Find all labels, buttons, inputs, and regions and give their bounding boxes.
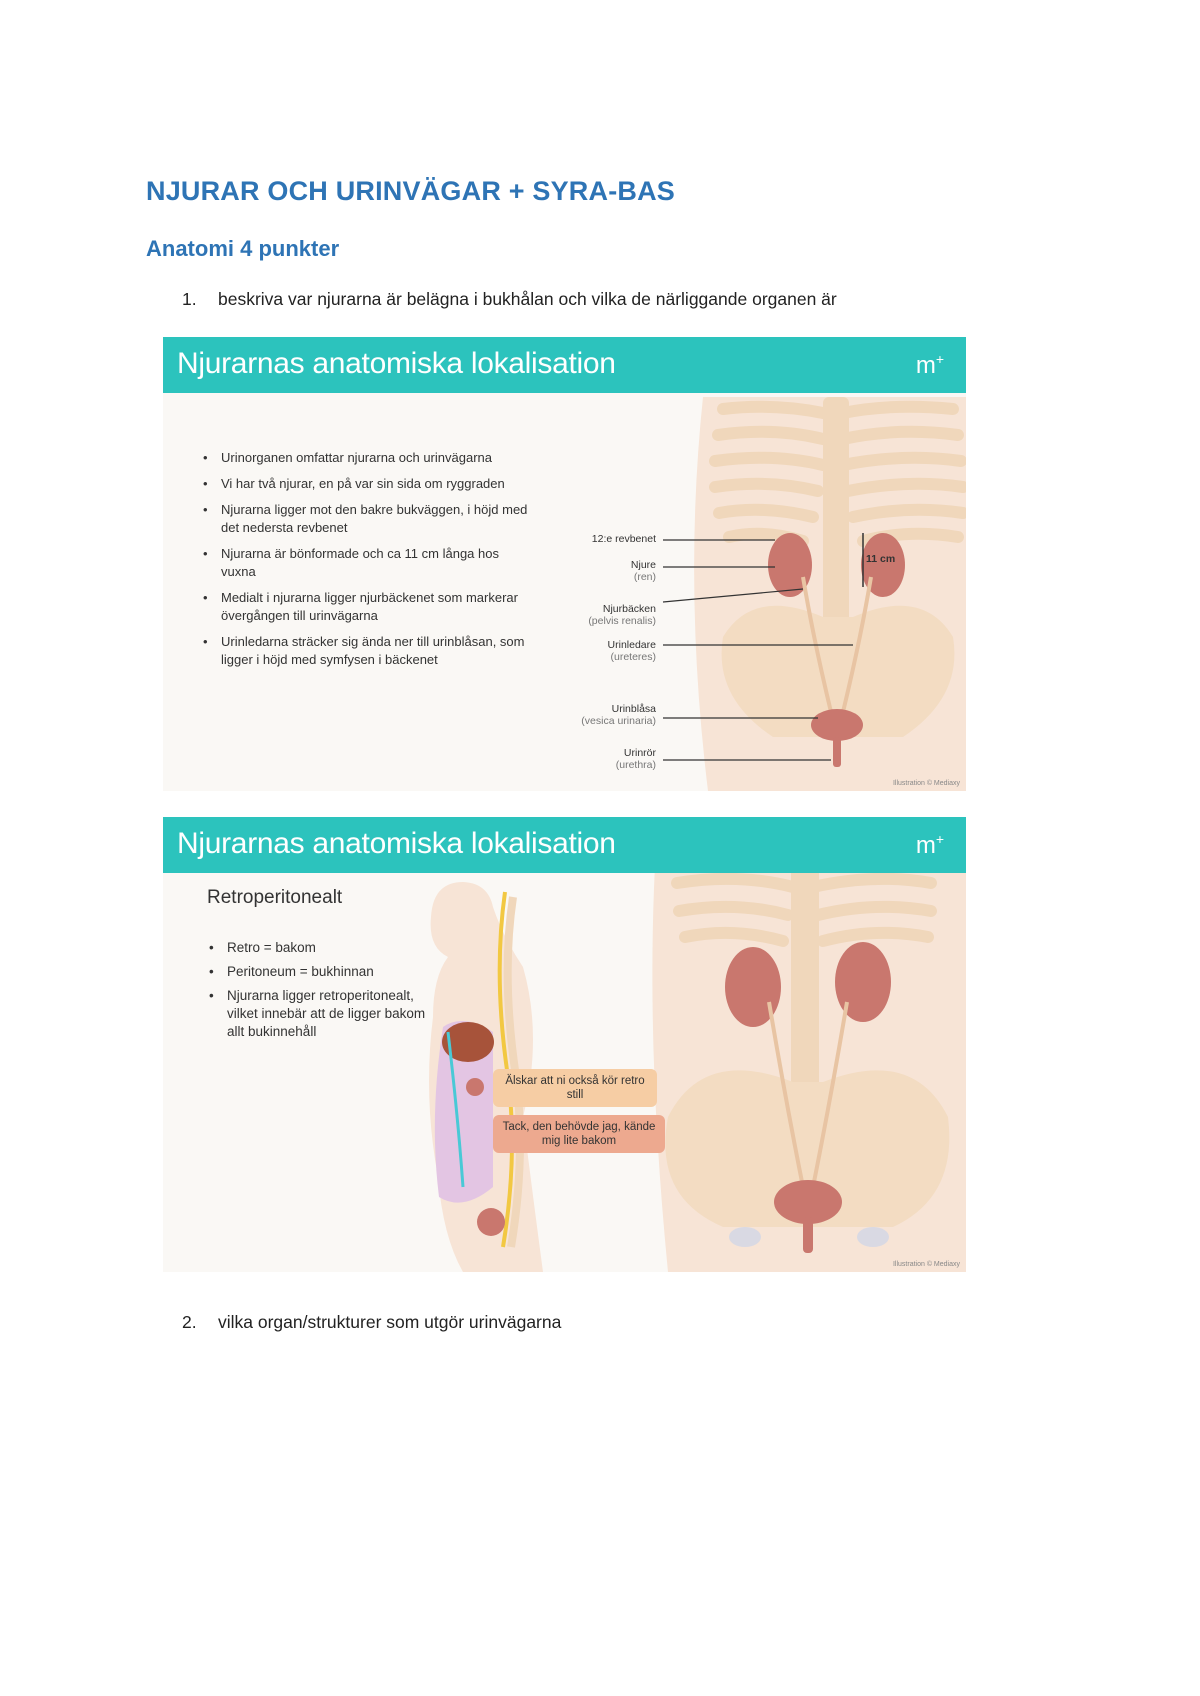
slide-title: Njurarnas anatomiska lokalisation (177, 347, 616, 380)
label-renal-pelvis: Njurbäcken (pelvis renalis) (588, 603, 656, 627)
speech-bubble-2: Tack, den behövde jag, kände mig lite bakom (493, 1115, 665, 1153)
slide-anatomical-location (163, 337, 966, 791)
label-rib: 12:e revbenet (591, 533, 656, 545)
bullet-item: • Njurarna är bönformade och ca 11 cm långa hos vuxna (201, 545, 531, 581)
question-2 (146, 1312, 561, 1333)
front-urethra (803, 1217, 813, 1253)
bullet-item: • Urinledarna sträcker sig ända ner till urinblåsan, som ligger i höjd med symfysen i bäckenet (201, 633, 531, 669)
slide-header (163, 337, 966, 393)
document-title: NJURAR OCH URINVÄGAR + SYRA-BAS (146, 176, 675, 206)
question-text: beskriva var njurarna är belägna i bukhålan och vilka de närliggande organen är (218, 289, 837, 309)
speech-bubble-1: Älskar att ni också kör retro still (493, 1069, 657, 1107)
question-number: 2. (182, 1312, 197, 1332)
question-number: 1. (182, 289, 197, 309)
question-1 (146, 289, 837, 310)
bullet-item: • Urinorganen omfattar njurarna och urinvägarna (201, 449, 531, 467)
brand-logo: m+ (915, 831, 944, 859)
label-urethra: Urinrör (urethra) (615, 747, 656, 771)
bullet-item: • Njurarna ligger mot den bakre bukväggen, i höjd med det nedersta revbenet (201, 501, 531, 537)
obturator-left (729, 1227, 761, 1247)
label-bladder: Urinblåsa (vesica urinaria) (581, 703, 656, 727)
bladder (811, 709, 863, 741)
bullet-item: • Njurarna ligger retroperitonealt, vilket innebär att de ligger bakom allt bukinnehåll (207, 987, 427, 1041)
bullet-item: • Medialt i njurarna ligger njurbäckenet som markerar övergången till urinvägarna (201, 589, 531, 625)
label-kidney: Njure (ren) (630, 559, 656, 583)
urethra (833, 737, 841, 767)
slide-section-label: Retroperitonealt (207, 887, 343, 908)
slide-bullets (201, 449, 531, 677)
slide-header (163, 817, 966, 873)
bullet-item: • Retro = bakom (207, 939, 427, 957)
image-credit: Illustration © Mediaxy (892, 780, 960, 787)
side-kidney (466, 1078, 484, 1096)
image-credit: Illustration © Mediaxy (892, 1261, 960, 1268)
section-heading: Anatomi 4 punkter (146, 236, 340, 261)
label-kidney-length: 11 cm (866, 553, 896, 565)
question-text: vilka organ/strukturer som utgör urinvägarna (218, 1312, 562, 1332)
bullet-item: • Vi har två njurar, en på var sin sida om ryggraden (201, 475, 531, 493)
label-ureter: Urinledare (ureteres) (607, 639, 656, 663)
slide-retroperitoneal (163, 817, 966, 1272)
side-bladder (477, 1208, 505, 1236)
slide-title: Njurarnas anatomiska lokalisation (177, 827, 616, 860)
brand-logo: m+ (915, 351, 944, 379)
bullet-item: • Peritoneum = bukhinnan (207, 963, 427, 981)
slide-bullets (207, 939, 427, 1047)
obturator-right (857, 1227, 889, 1247)
front-right-kidney (835, 942, 891, 1022)
